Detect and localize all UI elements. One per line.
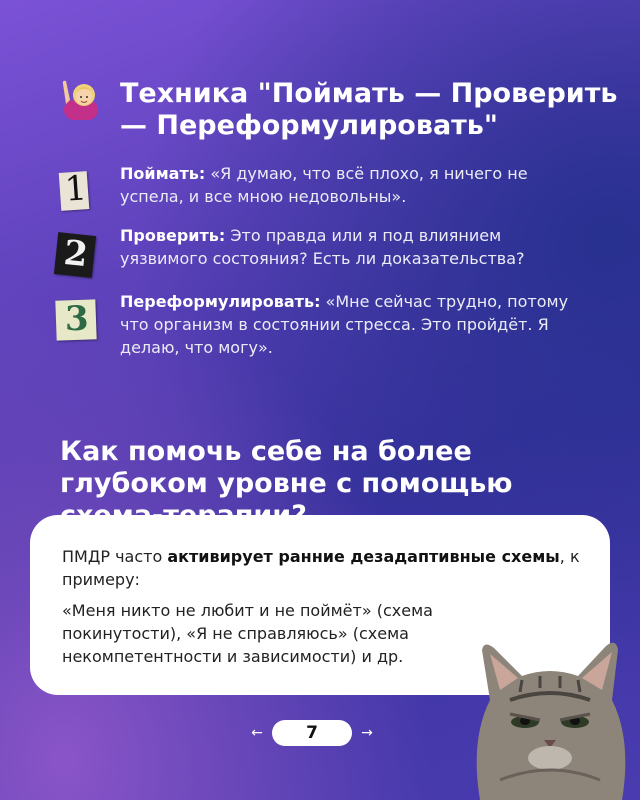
step-number: 2 [61,232,90,276]
step-lead: Переформулировать: [120,292,321,311]
card-intro-pre: ПМДР часто [62,547,168,566]
step-body: «Я думаю, что всё плохо, я ничего не успела, и все мною недовольны». [120,164,528,206]
step-lead: Поймать: [120,164,206,183]
grumpy-kitten-image [460,630,640,800]
step-text [120,290,586,359]
step-item [56,290,586,359]
page-number: 7 [272,720,352,746]
step-body: Это правда или я под влиянием уязвимого состояния? Есть ли доказательства? [120,226,525,268]
header [60,78,620,142]
step-lead: Проверить: [120,226,226,245]
step-number-badge [56,300,98,344]
card-intro-bold: активирует ранние дезадаптивные схемы [167,547,560,566]
pagination [248,720,376,746]
step-item [56,162,586,212]
section-title: Как помочь себе на более глубоком уровне с помощью [60,436,513,499]
step-number-badge [56,234,98,278]
arrow-right-icon[interactable]: → [361,725,373,741]
page-title: Техника "Поймать — Проверить — Переформулировать" [120,78,618,141]
step-item [56,224,586,278]
step-number: 1 [63,168,89,210]
steps-list [56,162,586,371]
card-examples: «Меня никто не любит и не поймёт» (схема покинутости), «Я не справляюсь» (схема некомпетентности и зависимости) и др. [62,601,433,666]
arrow-left-icon[interactable]: ← [251,725,263,741]
card-intro-post: , к примеру: [62,547,580,589]
step-number: 3 [65,299,89,339]
raising-hand-woman-icon [60,78,102,120]
step-body: «Мне сейчас трудно, потому что организм в состоянии стресса. Это пройдёт. Я делаю, что могу». [120,292,569,357]
card-intro [62,545,582,591]
step-number-badge [56,168,98,212]
step-text [120,162,586,208]
step-text [120,224,586,270]
